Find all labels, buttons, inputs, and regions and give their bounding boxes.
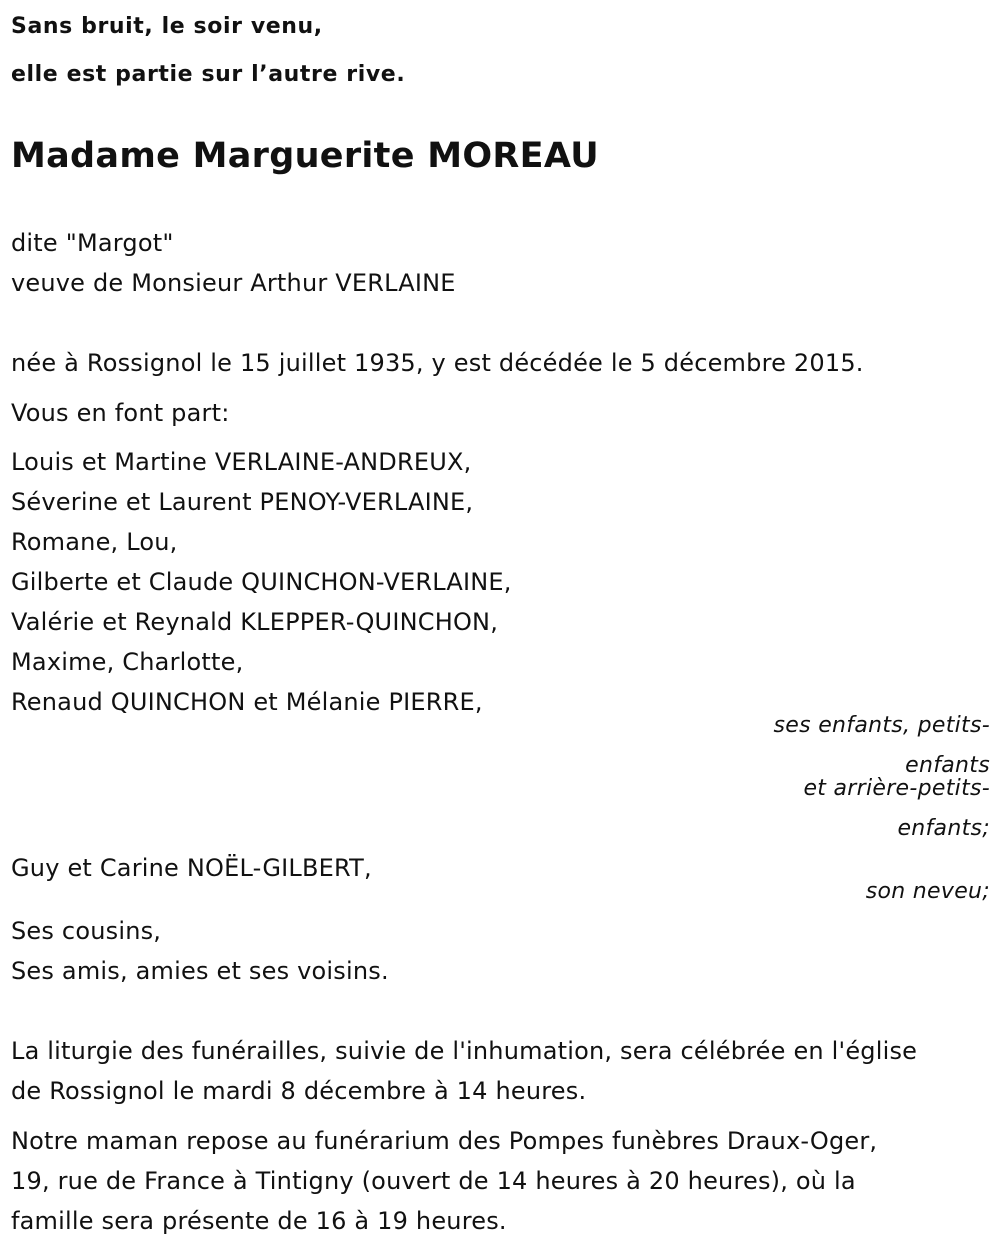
- others-line: Ses amis, amies et ses voisins.: [11, 957, 389, 985]
- others-line: Ses cousins,: [11, 917, 162, 945]
- nickname-line: dite "Margot": [11, 229, 174, 257]
- deceased-name-title: Madame Marguerite MOREAU: [11, 136, 599, 176]
- liturgy-line: La liturgie des funérailles, suivie de l'inhumation, sera célébrée en l'église: [11, 1037, 918, 1065]
- liturgy-line: de Rossignol le mardi 8 décembre à 14 heures.: [11, 1077, 587, 1105]
- family-relation-line: enfants;: [897, 816, 990, 841]
- nephew-line: Guy et Carine NOËL-GILBERT,: [11, 854, 372, 882]
- family-relation-line: enfants: [905, 753, 990, 778]
- rest-line: Notre maman repose au funérarium des Pompes funèbres Draux-Oger,: [11, 1127, 878, 1155]
- family-relation-line: ses enfants, petits-: [773, 713, 990, 738]
- epigraph-line-1: Sans bruit, le soir venu,: [11, 14, 323, 39]
- family-line: Renaud QUINCHON et Mélanie PIERRE,: [11, 688, 483, 716]
- family-line: Louis et Martine VERLAINE-ANDREUX,: [11, 448, 472, 476]
- nephew-relation-line: son neveu;: [865, 879, 990, 904]
- epigraph-line-2: elle est partie sur l’autre rive.: [11, 62, 406, 87]
- rest-line: 19, rue de France à Tintigny (ouvert de 14 heures à 20 heures), où la: [11, 1167, 856, 1195]
- announce-line: Vous en font part:: [11, 399, 230, 427]
- widow-of-line: veuve de Monsieur Arthur VERLAINE: [11, 269, 456, 297]
- family-line: Gilberte et Claude QUINCHON-VERLAINE,: [11, 568, 512, 596]
- family-relation-line: et arrière-petits-: [803, 776, 990, 801]
- rest-line: famille sera présente de 16 à 19 heures.: [11, 1207, 507, 1235]
- family-line: Valérie et Reynald KLEPPER-QUINCHON,: [11, 608, 499, 636]
- birth-death-line: née à Rossignol le 15 juillet 1935, y est décédée le 5 décembre 2015.: [11, 349, 864, 377]
- family-line: Maxime, Charlotte,: [11, 648, 244, 676]
- family-line: Romane, Lou,: [11, 528, 178, 556]
- family-line: Séverine et Laurent PENOY-VERLAINE,: [11, 488, 474, 516]
